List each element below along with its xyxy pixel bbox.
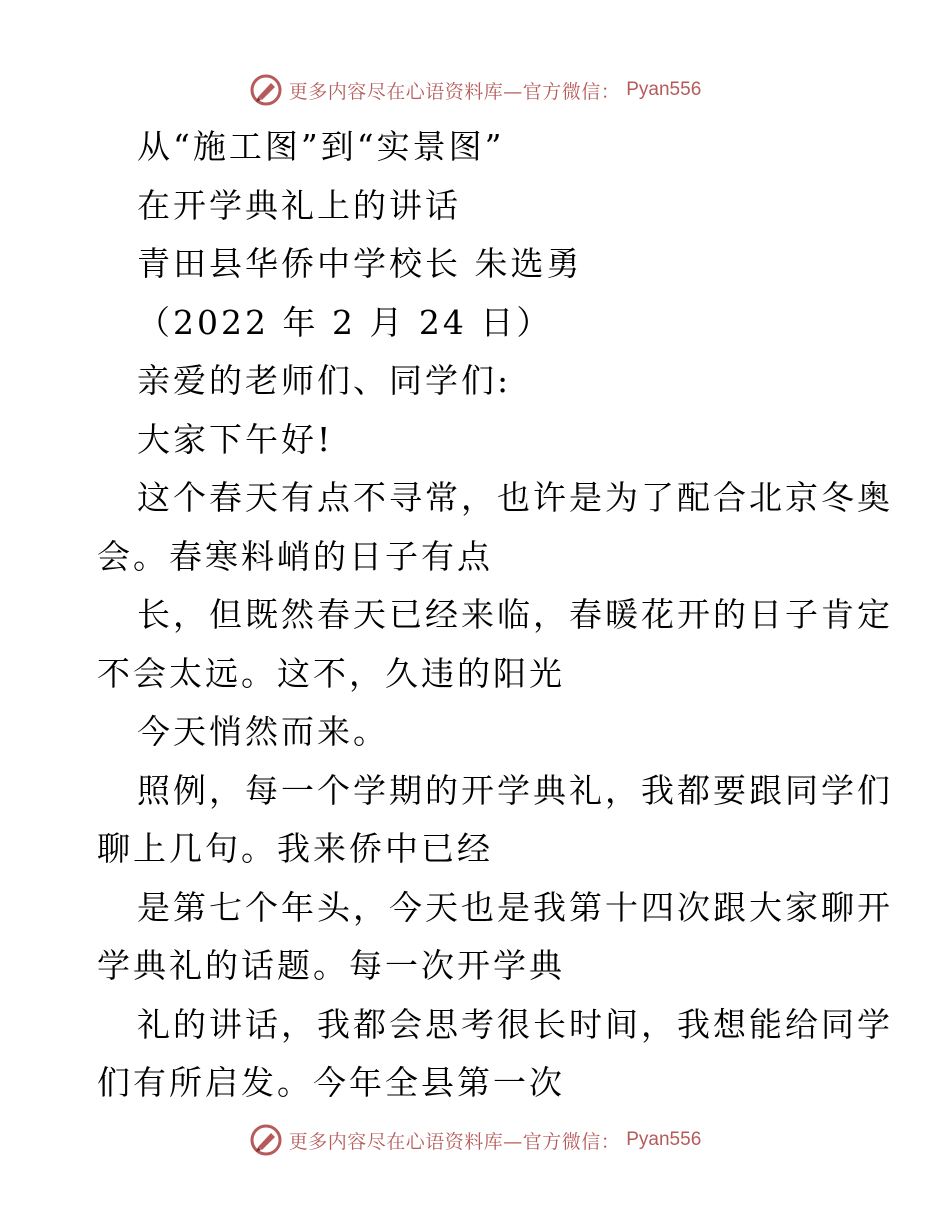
- paragraph-line: 不会太远。这不，久违的阳光: [97, 653, 565, 693]
- paragraph-line: 礼的讲话，我都会思考很长时间，我想能给同学: [137, 1004, 893, 1044]
- speaker-line: 青田县华侨中学校长 朱选勇: [137, 244, 583, 283]
- paragraph-line: 是第七个年头，今天也是我第十四次跟大家聊开: [137, 887, 893, 927]
- wechat-id: Pyan556: [626, 79, 702, 100]
- paragraph-line: 今天悄然而来。: [137, 712, 389, 751]
- greeting: 大家下午好!: [137, 419, 334, 459]
- pen-logo-icon: [249, 73, 283, 107]
- wechat-id: Pyan556: [626, 1129, 702, 1150]
- banner-text: 更多内容尽在心语资料库—官方微信：: [288, 80, 621, 103]
- paragraph-line: 们有所启发。今年全县第一次: [97, 1063, 565, 1102]
- paragraph-line: 照例，每一个学期的开学典礼，我都要跟同学们: [137, 770, 893, 810]
- paragraph-line: 会。春寒料峭的日子有点: [97, 536, 493, 576]
- pen-logo-icon: [249, 1123, 283, 1157]
- paragraph-line: 这个春天有点不寻常，也许是为了配合北京冬奥: [137, 478, 893, 517]
- header-banner: [0, 70, 950, 110]
- footer-banner: [0, 1120, 950, 1160]
- speech-title: 从“施工图”到“实景图”: [137, 127, 505, 166]
- date-line: （2022 年 2 月 24 日）: [137, 302, 553, 342]
- document-body: [97, 118, 893, 1113]
- paragraph-line: 长，但既然春天已经来临，春暖花开的日子肯定: [137, 595, 893, 634]
- speech-subtitle: 在开学典礼上的讲话: [137, 185, 461, 225]
- salutation: 亲爱的老师们、同学们:: [137, 361, 512, 400]
- banner-text: 更多内容尽在心语资料库—官方微信：: [288, 1130, 621, 1153]
- paragraph-line: 学典礼的话题。每一次开学典: [97, 946, 565, 985]
- paragraph-line: 聊上几句。我来侨中已经: [97, 829, 493, 868]
